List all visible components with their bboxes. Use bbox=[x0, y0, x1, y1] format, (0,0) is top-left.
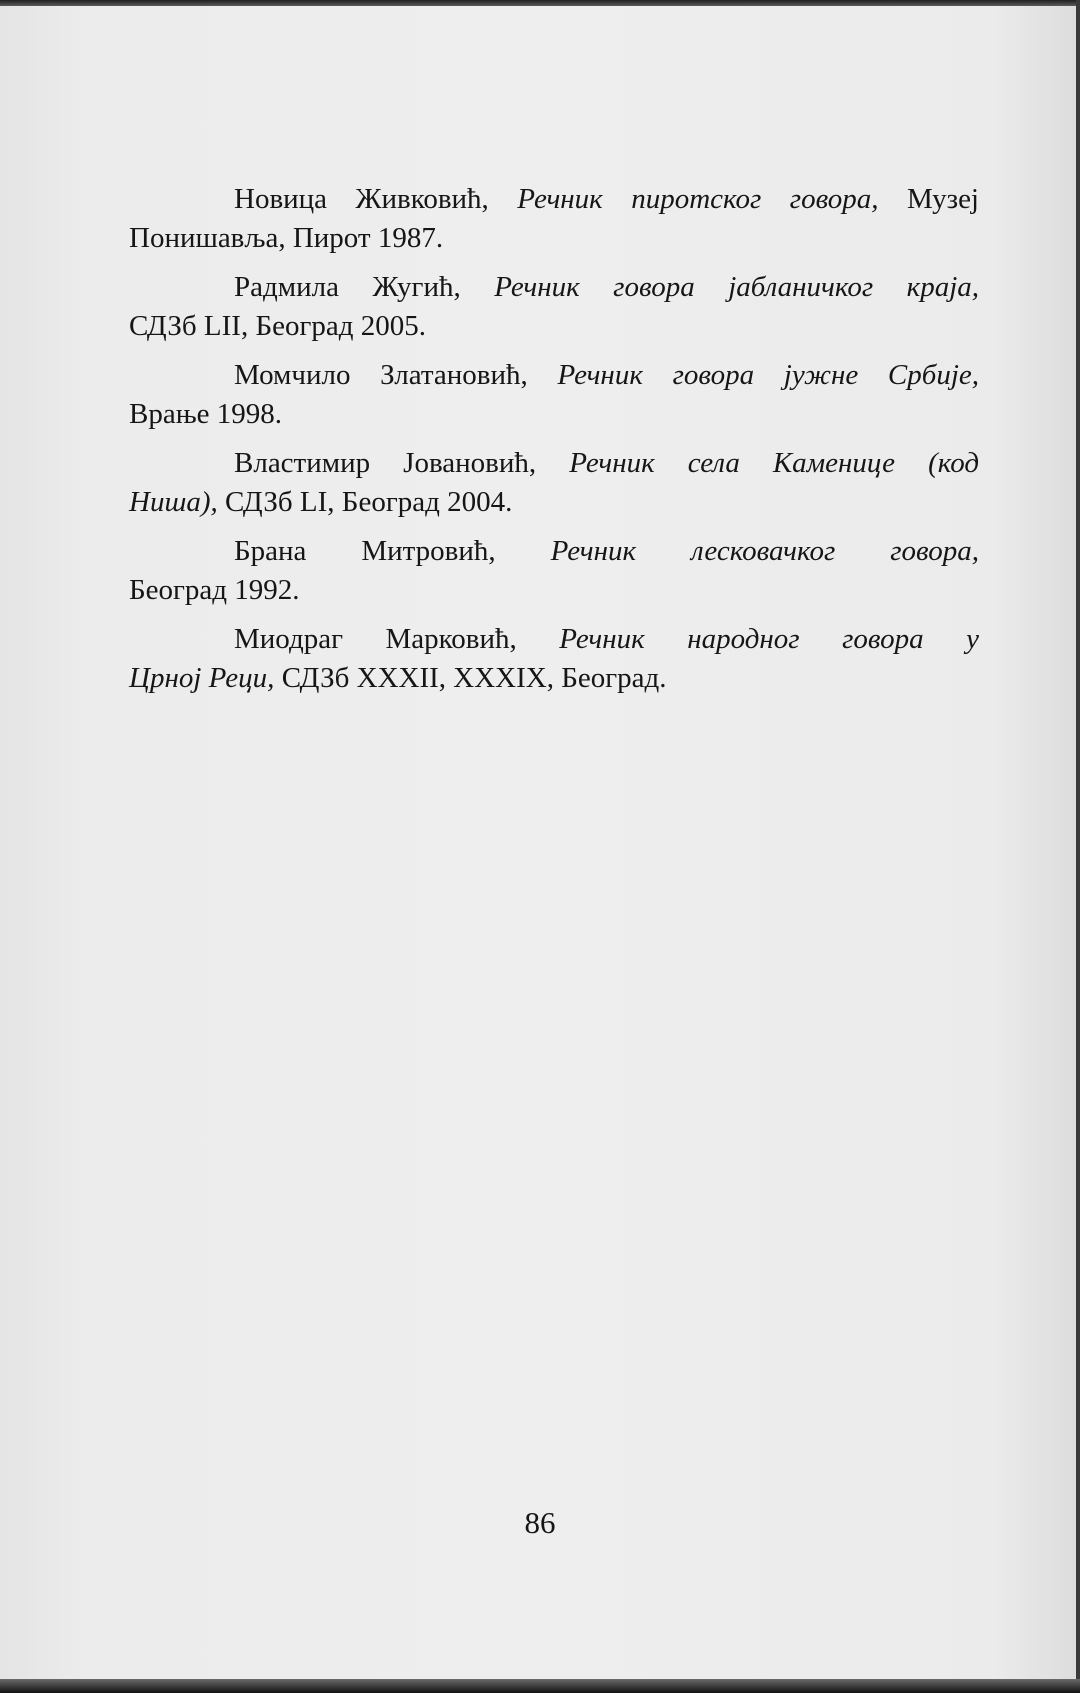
entry-details: Врање 1998. bbox=[129, 398, 283, 430]
entry-details: СДЗб LI, Београд 2004. bbox=[217, 486, 513, 518]
entry-title: Речник народног говора у bbox=[559, 623, 979, 655]
page-number: 86 bbox=[524, 1505, 556, 1540]
bibliography-entry bbox=[129, 532, 979, 610]
bibliography-entry bbox=[129, 444, 979, 522]
bibliography-entry bbox=[129, 620, 979, 698]
entry-author: Миодраг Марковић, bbox=[234, 623, 560, 655]
entry-title: Речник лесковачког говора, bbox=[550, 535, 979, 567]
entry-author: Радмила Жугић, bbox=[234, 271, 495, 303]
entry-details: СДЗб LII, Београд 2005. bbox=[129, 310, 427, 342]
entry-author: Новица Живковић, bbox=[234, 183, 518, 215]
scan-right-edge bbox=[1076, 0, 1080, 1693]
entry-title-continued: Црној Реци, bbox=[129, 662, 275, 694]
entry-title: Речник говора јабланичког краја, bbox=[494, 271, 980, 303]
entry-author: Брана Митровић, bbox=[234, 535, 551, 567]
bibliography-entry bbox=[129, 180, 979, 258]
entry-title: Речник села Каменице (код bbox=[569, 447, 979, 479]
scan-bottom-edge bbox=[0, 1679, 1080, 1693]
bibliography-entry bbox=[129, 268, 979, 346]
entry-title-continued: Ниша), bbox=[129, 486, 218, 518]
entry-details: Понишавља, Пирот 1987. bbox=[129, 222, 444, 254]
entry-details: СДЗб XXXII, XXXIX, Београд. bbox=[274, 662, 667, 694]
entry-details: Београд 1992. bbox=[129, 574, 300, 606]
entry-author: Момчило Златановић, bbox=[234, 359, 558, 391]
entry-title: Речник говора јужне Србије, bbox=[557, 359, 979, 391]
entry-title: Речник пиротског говора, bbox=[517, 183, 879, 215]
entry-author: Властимир Јовановић, bbox=[234, 447, 570, 479]
bibliography-entry bbox=[129, 356, 979, 434]
entry-details: Музеј bbox=[878, 183, 979, 215]
scan-top-edge bbox=[0, 0, 1080, 6]
bibliography-list bbox=[129, 180, 979, 708]
